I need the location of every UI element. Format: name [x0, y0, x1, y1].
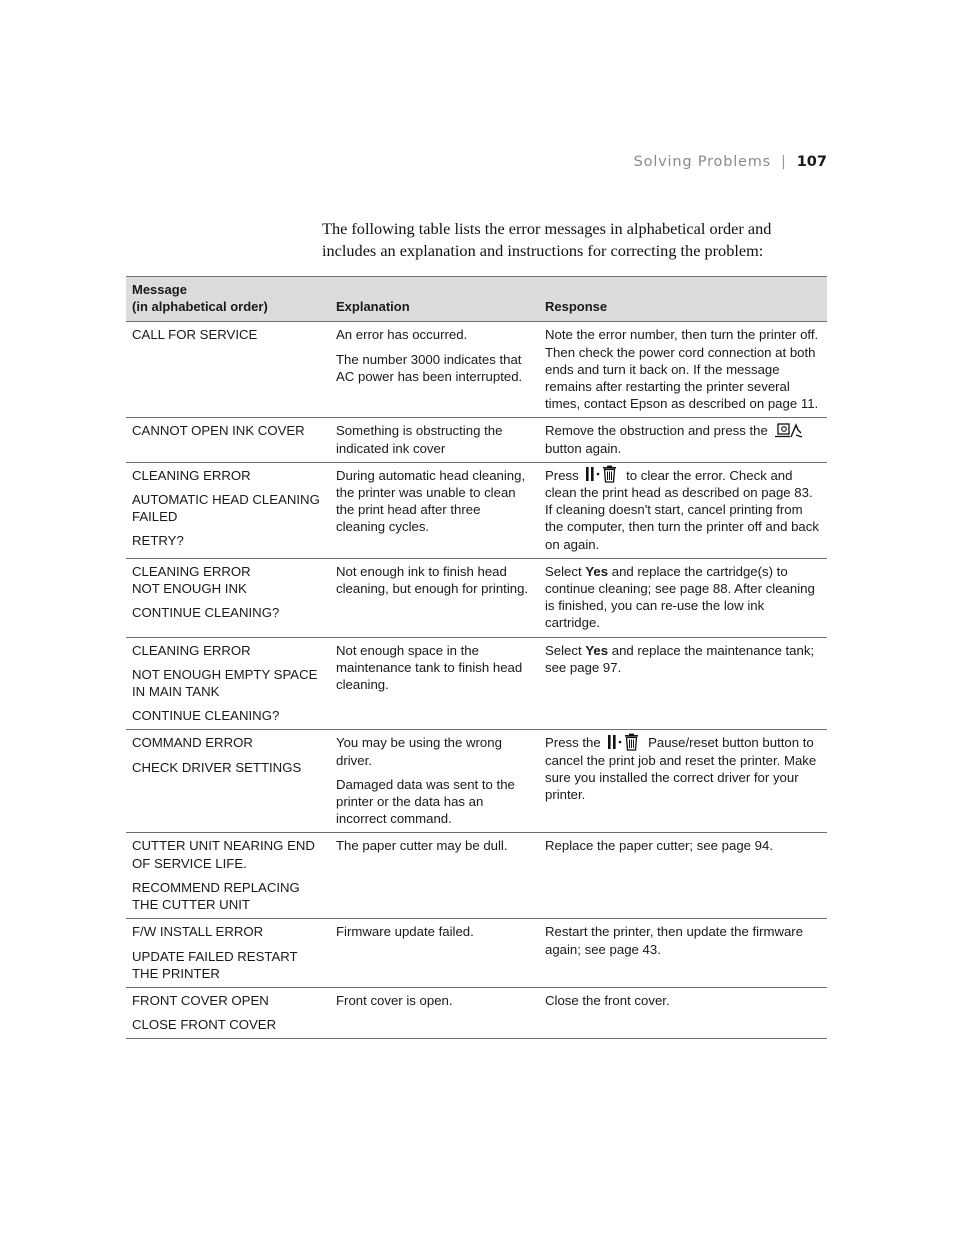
table-row — [126, 987, 827, 1038]
intro-paragraph: The following table lists the error messages in alphabetical order and includes an explanation and instructions for correcting the problem: — [322, 219, 772, 260]
table-row — [126, 418, 827, 462]
explanation-text: Not enough ink to finish head cleaning, but enough for printing. — [336, 563, 529, 597]
table-row — [126, 637, 827, 730]
explanation-text: Something is obstructing the indicated ink cover — [336, 423, 503, 456]
message-cell — [126, 919, 330, 988]
response-option-yes: Yes — [585, 642, 609, 658]
column-header-explanation: Explanation — [330, 277, 539, 322]
column-header-response: Response — [539, 277, 827, 322]
message-text: CLEANING ERROR NOT ENOUGH INK — [132, 563, 251, 597]
pause-reset-icon — [584, 465, 620, 483]
message-text: RECOMMEND REPLACING THE CUTTER UNIT — [132, 879, 300, 913]
explanation-cell — [330, 833, 539, 919]
message-text: CHECK DRIVER SETTINGS — [132, 759, 302, 775]
message-text: AUTOMATIC HEAD CLEANING FAILED — [132, 492, 320, 525]
message-cell — [126, 730, 330, 833]
response-text — [545, 422, 821, 456]
response-cell — [539, 418, 827, 462]
explanation-text: The number 3000 indicates that AC power has been interrupted. — [336, 351, 523, 384]
explanation-cell — [330, 462, 539, 558]
response-cell — [539, 730, 827, 833]
response-text: Close the front cover. — [545, 992, 670, 1008]
response-text-before: Press the — [545, 735, 601, 751]
message-text: COMMAND ERROR — [132, 735, 253, 751]
response-text-after: to clear the error. Check and clean the print head as described on page 83. If cleaning doesn't start, cancel printing from the computer, then turn the printer off and back on again. — [545, 467, 819, 552]
explanation-text: Not enough space in the maintenance tank to finish head cleaning. — [336, 642, 523, 693]
explanation-text: Front cover is open. — [336, 992, 453, 1008]
response-text — [545, 734, 821, 803]
column-header-message-line2: (in alphabetical order) — [132, 299, 268, 315]
message-text: CLOSE FRONT COVER — [132, 1017, 277, 1033]
response-text — [545, 563, 821, 632]
response-cell — [539, 987, 827, 1038]
column-header-message-line1: Message — [132, 282, 187, 297]
explanation-cell — [330, 919, 539, 988]
response-cell — [539, 462, 827, 558]
explanation-text: An error has occurred. — [336, 327, 468, 343]
response-text-after: Pause/reset button button to cancel the print job and reset the printer. Make sure you installed the correct driver for your printer. — [545, 735, 817, 803]
response-text-before: Select — [545, 563, 582, 579]
explanation-cell — [330, 637, 539, 730]
response-text: Restart the printer, then update the firmware again; see page 43. — [545, 924, 804, 957]
message-text: RETRY? — [132, 533, 184, 549]
running-header — [634, 154, 827, 170]
response-cell — [539, 637, 827, 730]
ink-cover-open-icon — [774, 421, 804, 439]
response-text-after: and replace the cartridge(s) to continue cleaning; see page 88. After cleaning is finished, you can re-use the low ink cartridge. — [545, 563, 815, 631]
response-cell — [539, 558, 827, 637]
response-text: Note the error number, then turn the printer off. Then check the power cord connection at both ends and turn it back on. If the message remains after restarting the printer several times, contact Epson as described on page 11. — [545, 327, 819, 412]
response-text-before: Press — [545, 467, 579, 483]
table-row — [126, 558, 827, 637]
message-text: FRONT COVER OPEN — [132, 992, 269, 1008]
message-text: UPDATE FAILED RESTART THE PRINTER — [132, 948, 298, 981]
explanation-cell — [330, 730, 539, 833]
message-text: NOT ENOUGH EMPTY SPACE IN MAIN TANK — [132, 666, 318, 700]
response-text-after: and replace the maintenance tank; see page 97. — [545, 642, 815, 675]
response-cell — [539, 919, 827, 988]
table-row — [126, 919, 827, 988]
message-cell — [126, 987, 330, 1038]
response-option-yes: Yes — [585, 563, 609, 579]
message-cell — [126, 558, 330, 637]
message-text: CONTINUE CLEANING? — [132, 605, 280, 621]
message-text: CLEANING ERROR — [132, 642, 251, 658]
response-text-before: Remove the obstruction and press the — [545, 423, 768, 439]
page-number: 107 — [796, 154, 827, 170]
message-cell — [126, 418, 330, 462]
response-text-after: button again. — [545, 440, 622, 456]
message-text: CANNOT OPEN INK COVER — [132, 423, 305, 439]
error-message-table — [126, 276, 827, 1039]
pause-reset-icon — [606, 733, 642, 751]
column-header-message — [126, 277, 330, 322]
explanation-cell — [330, 558, 539, 637]
header-separator: | — [781, 154, 787, 170]
message-text: CUTTER UNIT NEARING END OF SERVICE LIFE. — [132, 838, 315, 871]
explanation-text: You may be using the wrong driver. — [336, 735, 502, 768]
explanation-text: Damaged data was sent to the printer or the data has an incorrect command. — [336, 776, 515, 827]
message-text: CLEANING ERROR — [132, 467, 251, 483]
explanation-text: The paper cutter may be dull. — [336, 838, 508, 854]
message-text: CALL FOR SERVICE — [132, 327, 258, 343]
table-row — [126, 322, 827, 418]
message-cell — [126, 462, 330, 558]
explanation-text: Firmware update failed. — [336, 924, 474, 940]
table-row — [126, 462, 827, 558]
response-text — [545, 642, 821, 676]
explanation-text: During automatic head cleaning, the printer was unable to clean the print head after three cleaning cycles. — [336, 467, 526, 535]
message-cell — [126, 833, 330, 919]
response-text: Replace the paper cutter; see page 94. — [545, 838, 774, 854]
table-row — [126, 833, 827, 919]
table-row — [126, 730, 827, 833]
response-cell — [539, 322, 827, 418]
explanation-cell — [330, 418, 539, 462]
message-text: CONTINUE CLEANING? — [132, 708, 280, 724]
response-text — [545, 467, 821, 553]
message-cell — [126, 637, 330, 730]
table-header-row — [126, 277, 827, 322]
explanation-cell — [330, 322, 539, 418]
explanation-cell — [330, 987, 539, 1038]
message-text: F/W INSTALL ERROR — [132, 924, 264, 940]
section-title: Solving Problems — [633, 154, 772, 170]
response-cell — [539, 833, 827, 919]
message-cell — [126, 322, 330, 418]
response-text-before: Select — [545, 642, 582, 658]
